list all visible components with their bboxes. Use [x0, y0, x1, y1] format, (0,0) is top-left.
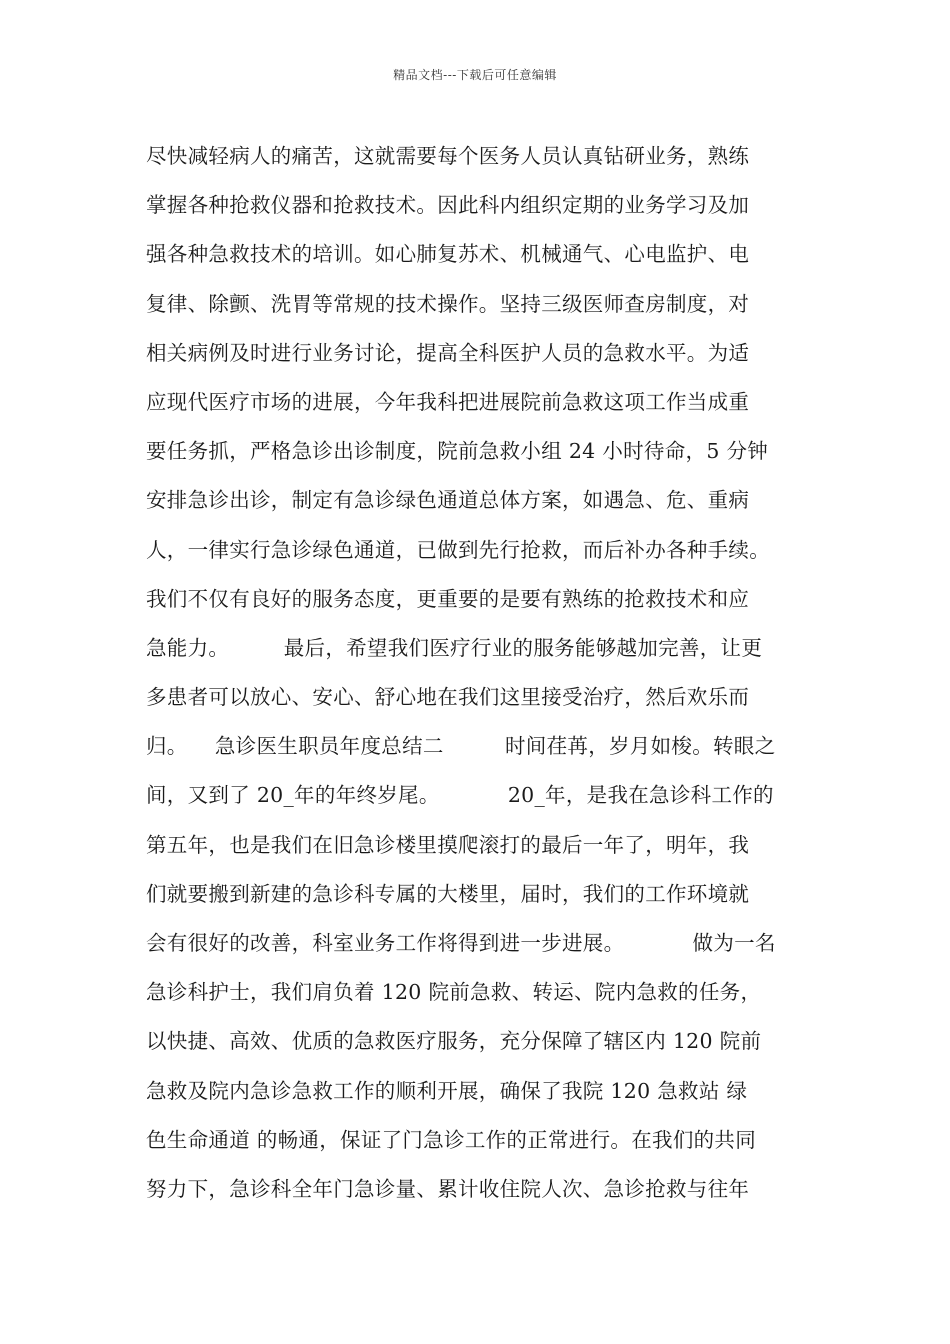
text-line: 急诊科护士，我们肩负着 120 院前急救、转运、院内急救的任务，: [146, 980, 762, 1005]
text-line: 努力下，急诊科全年门急诊量、累计收住院人次、急诊抢救与往年: [146, 1176, 750, 1201]
text-line: 间，又到了 20_年的年终岁尾。 20_年，是我在急诊科工作的: [146, 783, 774, 808]
text-line: 急救及院内急诊急救工作的顺利开展，确保了我院 120 急救站 绿: [146, 1078, 748, 1103]
text-line: 以快捷、高效、优质的急救医疗服务，充分保障了辖区内 120 院前: [146, 1029, 762, 1054]
page-header: 精品文档---下载后可任意编辑: [393, 68, 557, 82]
text-line: 人，一律实行急诊绿色通道，已做到先行抢救，而后补办各种手续。: [146, 537, 770, 562]
text-line: 会有很好的改善，科室业务工作将得到进一步进展。 做为一名: [146, 931, 776, 955]
text-line: 相关病例及时进行业务讨论，提高全科医护人员的急救水平。为适: [146, 340, 750, 365]
text-line: 复律、除颤、洗胃等常规的技术操作。坚持三级医师查房制度，对: [146, 291, 750, 316]
text-line: 安排急诊出诊，制定有急诊绿色通道总体方案，如遇急、危、重病: [146, 488, 750, 513]
text-line: 归。 急诊医生职员年度总结二 时间荏苒，岁月如梭。转眼之: [146, 734, 776, 759]
text-line: 色生命通道 的畅通，保证了门急诊工作的正常进行。在我们的共同: [146, 1127, 757, 1152]
text-line: 们就要搬到新建的急诊科专属的大楼里，届时，我们的工作环境就: [146, 881, 750, 906]
text-line: 第五年，也是我们在旧急诊楼里摸爬滚打的最后一年了，明年，我: [146, 832, 750, 857]
text-line: 我们不仅有良好的服务态度，更重要的是要有熟练的抢救技术和应: [146, 586, 750, 611]
text-line: 掌握各种抢救仪器和抢救技术。因此科内组织定期的业务学习及加: [146, 193, 750, 218]
text-line: 强各种急救技术的培训。如心肺复苏术、机械通气、心电监护、电: [146, 242, 750, 267]
text-line: 多患者可以放心、安心、舒心地在我们这里接受治疗，然后欢乐而: [146, 685, 750, 710]
text-line: 急能力。 最后，希望我们医疗行业的服务能够越加完善，让更: [146, 635, 763, 660]
text-line: 应现代医疗市场的进展，今年我科把进展院前急救这项工作当成重: [146, 389, 750, 414]
body-text: [146, 132, 826, 1214]
text-line: 尽快减轻病人的痛苦，这就需要每个医务人员认真钻研业务，熟练: [146, 144, 750, 168]
text-line: 要任务抓，严格急诊出诊制度，院前急救小组 24 小时待命，5 分钟: [146, 439, 769, 464]
